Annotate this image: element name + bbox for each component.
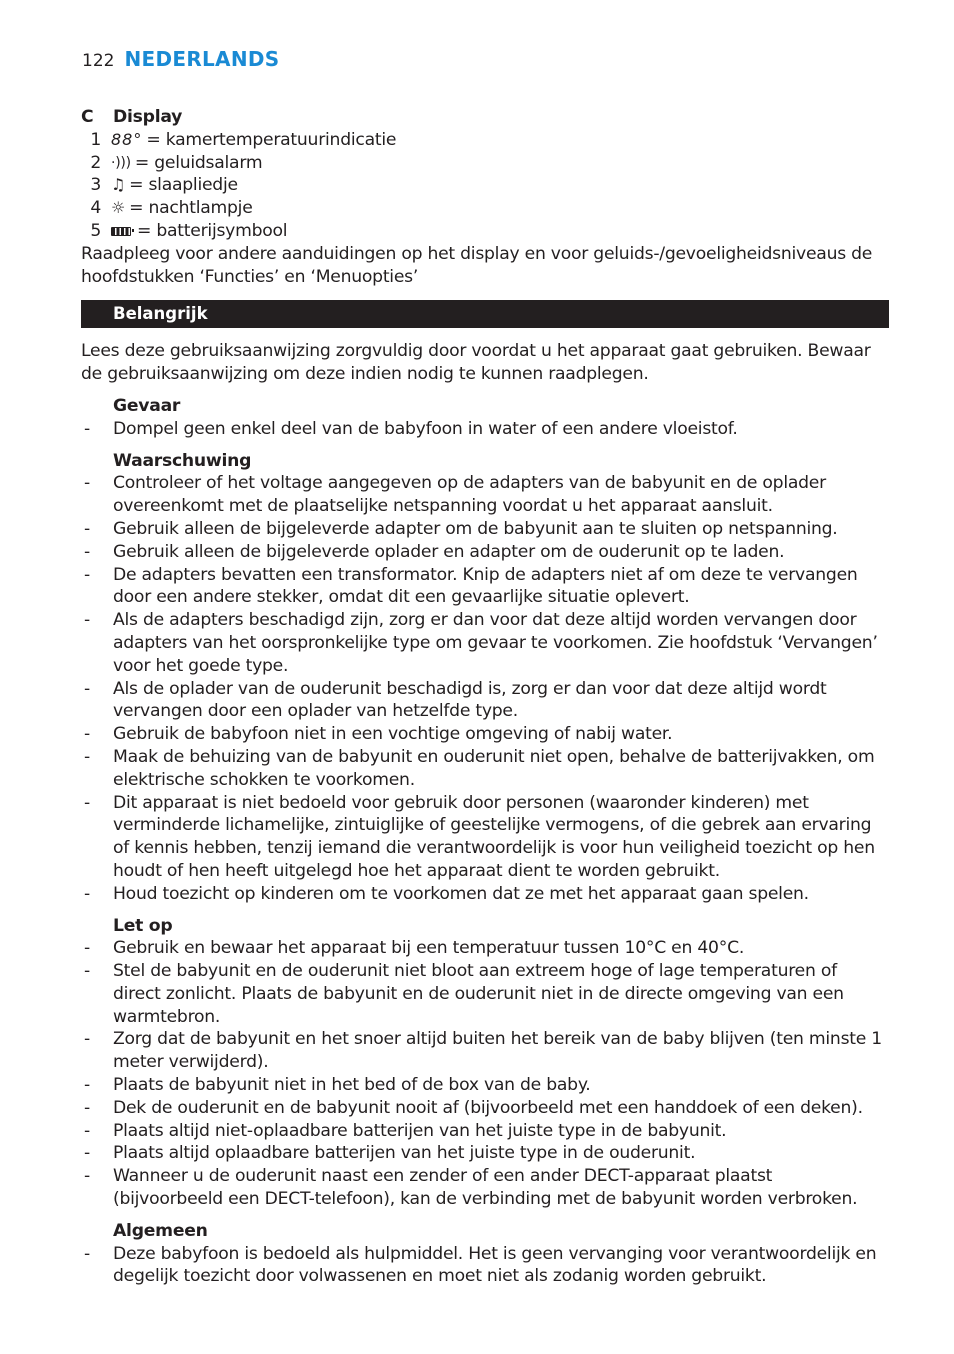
bullet-dash: - <box>84 1097 90 1118</box>
list-item <box>81 541 887 564</box>
list-item <box>81 1028 887 1074</box>
bullet-dash: - <box>84 518 90 539</box>
item-number: 5 <box>90 220 101 241</box>
music-note-icon: ♫ <box>111 175 126 195</box>
bullet-dash: - <box>84 1243 90 1264</box>
bullet-dash: - <box>84 1120 90 1141</box>
display-item <box>81 197 887 220</box>
display-item <box>81 129 887 152</box>
subsection-heading: Waarschuwing <box>113 450 252 471</box>
bullet-dash: - <box>84 724 90 745</box>
subsection-heading: Algemeen <box>113 1220 208 1241</box>
list-item-text: Dompel geen enkel deel van de babyfoon in water of een andere vloeistof. <box>113 418 738 439</box>
bullet-dash: - <box>84 541 90 562</box>
bullet-dash: - <box>84 418 90 439</box>
bullet-list <box>81 472 887 905</box>
item-text: = slaapliedje <box>129 175 238 196</box>
display-note: Raadpleeg voor andere aanduidingen op het display en voor geluids-/gevoeligheidsniveaus de hoofdstukken ‘Functies’ en ‘Menuopties’ <box>81 243 873 287</box>
list-item-text: Dit apparaat is niet bedoeld voor gebruik door personen (waaronder kinderen) met verminderde lichamelijke, zintuiglijke of geestelijke vermogens, of die gebrek aan ervaring of kennis hebben, tenzij iemand die verantwoordelijk is voor hun veiligheid toezicht op hen houdt of hen heeft uitgelegd hoe het apparaat dient te worden gebruikt. <box>113 792 875 881</box>
bullet-dash: - <box>84 883 90 904</box>
list-item-text: Houd toezicht op kinderen om te voorkomen dat ze met het apparaat gaan spelen. <box>113 883 809 904</box>
list-item <box>81 1243 887 1289</box>
list-item-text: Wanneer u de ouderunit naast een zender of een ander DECT-apparaat plaatst (bijvoorbeeld een DECT-telefoon), kan de verbinding met de babyunit worden verbroken. <box>113 1166 858 1210</box>
list-item <box>81 1142 887 1165</box>
bullet-dash: - <box>84 1166 90 1187</box>
intro-paragraph: Lees deze gebruiksaanwijzing zorgvuldig door voordat u het apparaat gaat gebruiken. Bewaar de gebruiksaanwijzing om deze indien nodig te kunnen raadplegen. <box>81 341 871 385</box>
item-text: = nachtlampje <box>129 198 253 219</box>
list-item <box>81 472 887 518</box>
list-item-text: Deze babyfoon is bedoeld als hulpmiddel. Het is geen vervanging voor verantwoordelijk en degelijk toezicht door volwassenen en moet niet als zodanig worden gebruikt. <box>113 1243 877 1287</box>
item-text: = batterijsymbool <box>137 220 288 241</box>
list-item-text: De adapters bevatten een transformator. Knip de adapters niet af om deze te vervangen door een andere stekker, omdat dit een gevaarlijke situatie oplevert. <box>113 564 858 608</box>
bullet-dash: - <box>84 564 90 585</box>
item-number: 2 <box>90 152 101 173</box>
bullet-dash: - <box>84 961 90 982</box>
section-bar-belangrijk: Belangrijk <box>81 300 889 328</box>
list-item <box>81 746 887 792</box>
temperature-segment-icon: 88° <box>111 129 143 149</box>
list-item-text: Zorg dat de babyunit en het snoer altijd buiten het bereik van de baby blijven (ten minste 1 meter verwijderd). <box>113 1029 882 1073</box>
list-item-text: Plaats de babyunit niet in het bed of de box van de baby. <box>113 1075 591 1096</box>
list-item <box>81 609 887 677</box>
display-legend <box>81 129 887 243</box>
bullet-dash: - <box>84 473 90 494</box>
list-item-text: Plaats altijd oplaadbare batterijen van het juiste type in de ouderunit. <box>113 1143 696 1164</box>
item-text: = kamertemperatuurindicatie <box>146 129 397 150</box>
display-item <box>81 220 887 243</box>
subsection-heading: Let op <box>113 915 173 936</box>
item-number: 3 <box>90 175 101 196</box>
sound-alarm-icon: ·))) <box>111 154 131 171</box>
list-item-text: Als de adapters beschadigd zijn, zorg er dan voor dat deze altijd worden vervangen door adapters van het oorspronkelijke type om gevaar te voorkomen. Zie hoofdstuk ‘Vervangen’ voor het goede type. <box>113 610 878 676</box>
page-header <box>82 47 279 71</box>
list-item <box>81 723 887 746</box>
list-item-text: Controleer of het voltage aangegeven op de adapters van de babyunit en de oplader overeenkomt met de plaatselijke netspanning voordat u het apparaat aansluit. <box>113 473 826 517</box>
list-item-text: Stel de babyunit en de ouderunit niet bloot aan extreem hoge of lage temperaturen of direct zonlicht. Plaats de babyunit en de ouderunit niet in de directe omgeving van een warmtebron. <box>113 961 844 1027</box>
bullet-list <box>81 1243 887 1289</box>
bullet-dash: - <box>84 1029 90 1050</box>
list-item <box>81 518 887 541</box>
list-item <box>81 1165 887 1211</box>
list-item-text: Gebruik de babyfoon niet in een vochtige omgeving of nabij water. <box>113 724 673 745</box>
list-item-text: Dek de ouderunit en de babyunit nooit af (bijvoorbeeld met een handdoek of een deken). <box>113 1097 863 1118</box>
section-letter: C <box>81 107 94 127</box>
section-title: Display <box>113 107 183 127</box>
list-item <box>81 564 887 610</box>
bullet-dash: - <box>84 610 90 631</box>
list-item <box>81 418 887 441</box>
page-content <box>81 106 887 1288</box>
bullet-dash: - <box>84 678 90 699</box>
display-section-heading <box>81 106 887 129</box>
list-item-text: Als de oplader van de ouderunit beschadigd is, zorg er dan voor dat deze altijd wordt vervangen door een oplader van hetzelfde type. <box>113 678 827 722</box>
list-item-text: Maak de behuizing van de babyunit en ouderunit niet open, behalve de batterijvakken, om elektrische schokken te voorkomen. <box>113 746 875 790</box>
item-number: 1 <box>90 129 101 150</box>
language-heading: NEDERLANDS <box>124 47 280 71</box>
bullet-list <box>81 937 887 1211</box>
bullet-dash: - <box>84 746 90 767</box>
list-item-text: Gebruik alleen de bijgeleverde oplader en adapter om de ouderunit op te laden. <box>113 541 785 562</box>
list-item <box>81 960 887 1028</box>
list-item <box>81 1097 887 1120</box>
bullet-dash: - <box>84 792 90 813</box>
subsection-heading: Gevaar <box>113 395 181 416</box>
bullet-dash: - <box>84 1143 90 1164</box>
display-item <box>81 174 887 197</box>
list-item <box>81 1074 887 1097</box>
page-number: 122 <box>82 51 115 71</box>
list-item-text: Gebruik en bewaar het apparaat bij een temperatuur tussen 10°C en 40°C. <box>113 938 745 959</box>
warning-groups <box>81 386 887 1288</box>
item-number: 4 <box>90 198 101 219</box>
list-item <box>81 883 887 906</box>
list-item <box>81 1120 887 1143</box>
battery-icon <box>111 227 133 236</box>
bullet-list <box>81 418 887 441</box>
nightlight-icon: ☼ <box>111 198 126 218</box>
list-item <box>81 792 887 883</box>
display-item <box>81 152 887 175</box>
item-text: = geluidsalarm <box>134 152 263 173</box>
list-item <box>81 937 887 960</box>
bullet-dash: - <box>84 1075 90 1096</box>
list-item-text: Gebruik alleen de bijgeleverde adapter om de babyunit aan te sluiten op netspanning. <box>113 518 838 539</box>
bullet-dash: - <box>84 938 90 959</box>
list-item-text: Plaats altijd niet-oplaadbare batterijen van het juiste type in de babyunit. <box>113 1120 727 1141</box>
list-item <box>81 678 887 724</box>
